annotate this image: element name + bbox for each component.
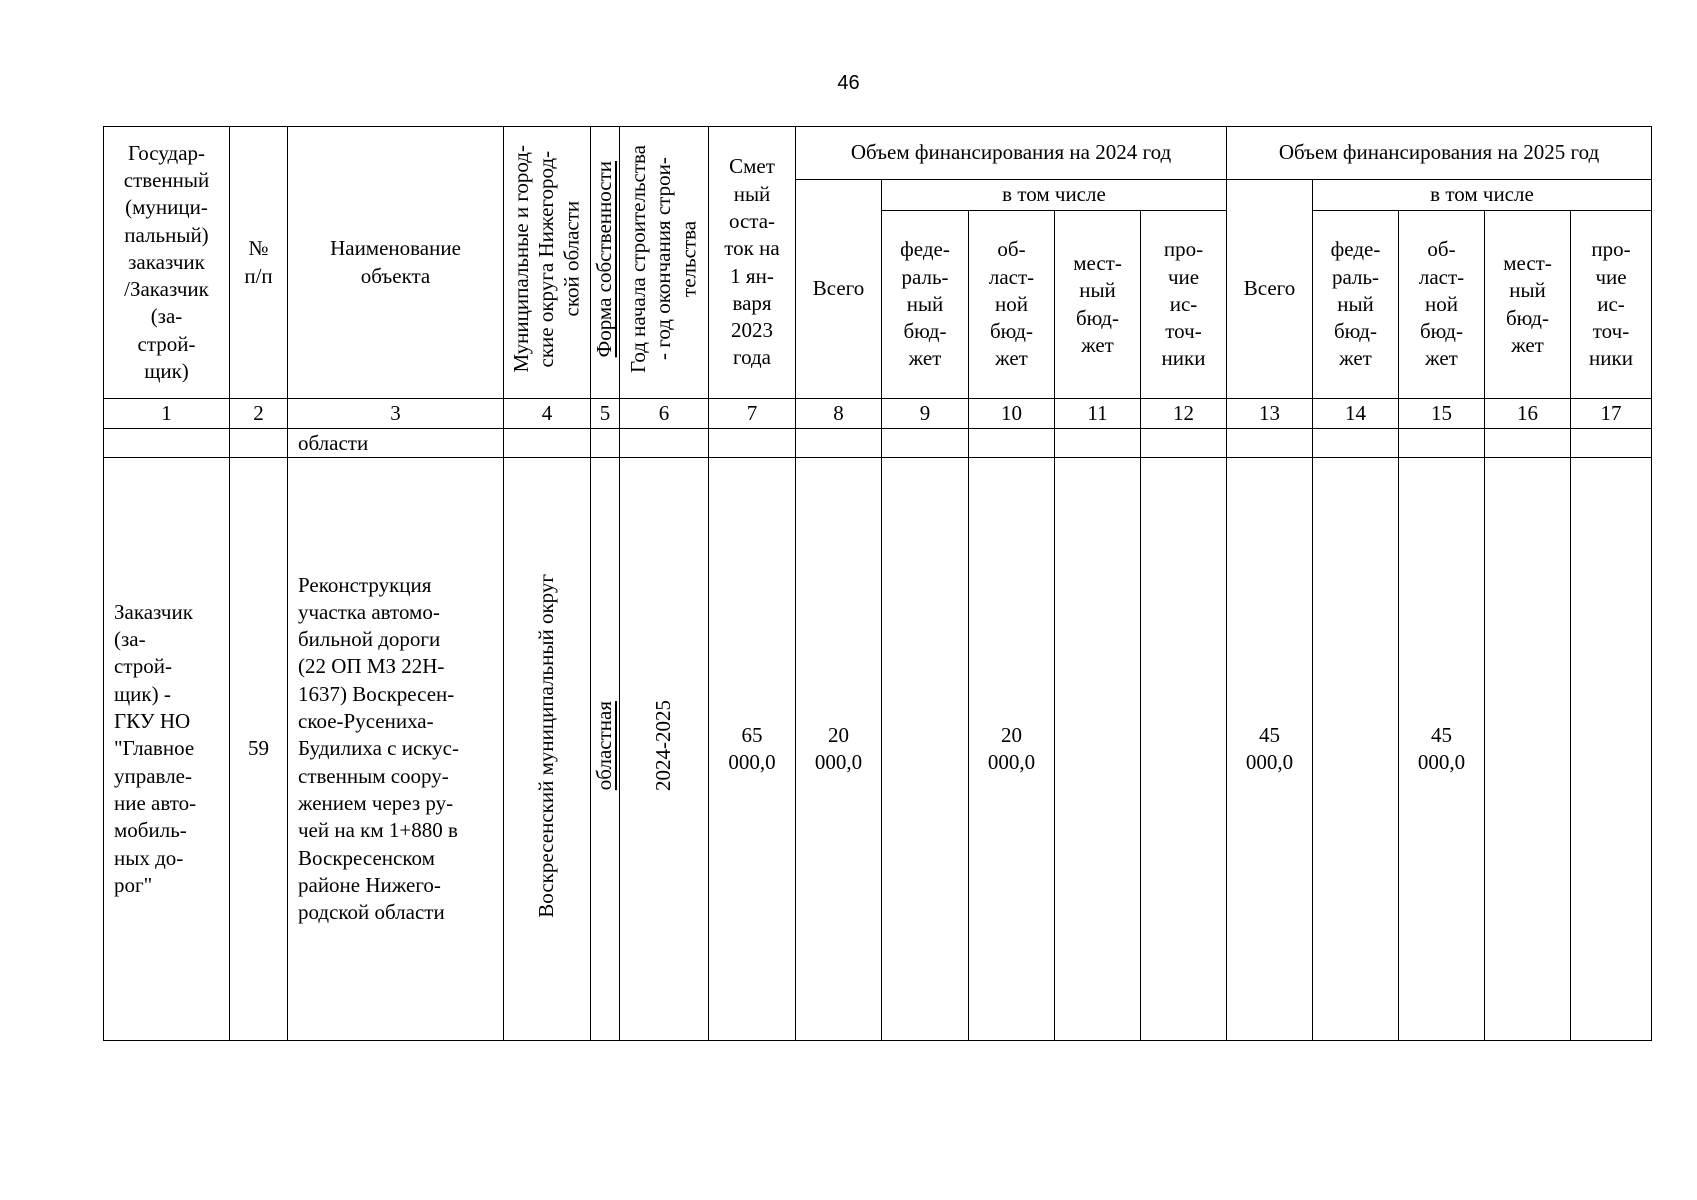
header-total-2025: Всего <box>1227 180 1313 399</box>
row-total-2024 <box>796 458 882 1041</box>
empty-cell <box>796 429 882 458</box>
header-federal-2025 <box>1313 211 1399 399</box>
continuation-text: области <box>288 429 504 458</box>
header-local-2025 <box>1485 211 1571 399</box>
column-number: 7 <box>709 399 796 429</box>
empty-cell <box>620 429 709 458</box>
header-municipality <box>504 127 591 399</box>
column-number: 4 <box>504 399 591 429</box>
header-local-2025-text: мест- ный бюд- жет <box>1503 250 1552 357</box>
header-municipality-text: Муниципальные и город- ские округа Нижегород- ской области <box>509 145 584 373</box>
row-municipality <box>504 458 591 1041</box>
header-total-2024: Всего <box>796 180 882 399</box>
header-ownership-text: Форма собственности <box>592 160 617 358</box>
column-number: 12 <box>1141 399 1227 429</box>
header-federal-2025-text: феде- раль- ный бюд- жет <box>1330 237 1381 371</box>
row-local-2024 <box>1055 458 1141 1041</box>
column-number: 1 <box>104 399 230 429</box>
row-regional-2025 <box>1399 458 1485 1041</box>
row-municipality-text: Воскресенский муниципальный округ <box>534 573 559 918</box>
header-other-2025 <box>1571 211 1652 399</box>
header-other-2024 <box>1141 211 1227 399</box>
empty-cell <box>504 429 591 458</box>
row-object-name-text: Реконструкция участка автомо- бильной дороги (22 ОП МЗ 22Н- 1637) Воскресен- ское-Русениха- Будилиха с искус- ственным соору- жением через ру- чей на км 1+880 в Воскресенском районе Нижего- родской области <box>298 572 459 925</box>
empty-cell <box>104 429 230 458</box>
row-other-2024 <box>1141 458 1227 1041</box>
header-object-name-text: Наименование объекта <box>330 236 461 288</box>
column-number: 3 <box>288 399 504 429</box>
row-total-2024-text: 20 000,0 <box>814 722 863 774</box>
column-number: 2 <box>230 399 288 429</box>
header-regional-2025-text: об- ласт- ной бюд- жет <box>1418 237 1465 371</box>
row-total-2025 <box>1227 458 1313 1041</box>
empty-cell <box>1399 429 1485 458</box>
empty-cell <box>1227 429 1313 458</box>
table-row <box>104 458 1652 1041</box>
header-row-1 <box>104 127 1652 180</box>
column-number: 11 <box>1055 399 1141 429</box>
column-number: 5 <box>591 399 620 429</box>
row-customer <box>104 458 230 1041</box>
header-other-2024-text: про- чие ис- точ- ники <box>1161 237 1206 371</box>
row-ownership <box>591 458 620 1041</box>
header-estimate-text: Смет ный оста- ток на 1 ян- варя 2023 года <box>724 154 780 370</box>
header-other-2025-text: про- чие ис- точ- ники <box>1589 237 1633 371</box>
financing-table <box>103 126 1652 1041</box>
page-number: 46 <box>837 72 860 94</box>
row-customer-text: Заказчик (за- строй- щик) - ГКУ НО "Главное управле- ние авто- мобиль- ных до- рог" <box>114 599 197 897</box>
column-number: 15 <box>1399 399 1485 429</box>
header-federal-2024-text: феде- раль- ный бюд- жет <box>900 237 950 371</box>
column-number: 16 <box>1485 399 1571 429</box>
empty-cell <box>591 429 620 458</box>
header-customer <box>104 127 230 399</box>
empty-cell <box>230 429 288 458</box>
header-years <box>620 127 709 399</box>
header-federal-2024 <box>882 211 969 399</box>
row-estimate-balance-text: 65 000,0 <box>728 722 776 774</box>
empty-cell <box>1485 429 1571 458</box>
row-federal-2025 <box>1313 458 1399 1041</box>
header-group-2025: Объем финансирования на 2025 год <box>1227 127 1652 180</box>
header-estimate <box>709 127 796 399</box>
row-number: 59 <box>230 458 288 1041</box>
header-regional-2024-text: об- ласт- ной бюд- жет <box>988 237 1035 371</box>
header-including-2025: в том числе <box>1313 180 1652 211</box>
column-number: 13 <box>1227 399 1313 429</box>
continuation-row <box>104 429 1652 458</box>
row-object-name <box>288 458 504 1041</box>
column-number: 14 <box>1313 399 1399 429</box>
empty-cell <box>1141 429 1227 458</box>
row-years <box>620 458 709 1041</box>
empty-cell <box>1313 429 1399 458</box>
row-total-2025-text: 45 000,0 <box>1245 722 1294 774</box>
column-number: 9 <box>882 399 969 429</box>
header-including-2024: в том числе <box>882 180 1227 211</box>
header-number-text: № п/п <box>244 236 273 288</box>
header-number <box>230 127 288 399</box>
row-regional-2024-text: 20 000,0 <box>987 722 1036 774</box>
row-federal-2024 <box>882 458 969 1041</box>
empty-cell <box>882 429 969 458</box>
header-local-2024 <box>1055 211 1141 399</box>
row-estimate-balance <box>709 458 796 1041</box>
empty-cell <box>1571 429 1652 458</box>
header-object-name <box>288 127 504 399</box>
header-ownership <box>591 127 620 399</box>
row-other-2025 <box>1571 458 1652 1041</box>
row-regional-2025-text: 45 000,0 <box>1417 722 1466 774</box>
column-number: 10 <box>969 399 1055 429</box>
empty-cell <box>709 429 796 458</box>
empty-cell <box>969 429 1055 458</box>
row-regional-2024 <box>969 458 1055 1041</box>
column-number: 8 <box>796 399 882 429</box>
header-local-2024-text: мест- ный бюд- жет <box>1073 250 1122 357</box>
column-number: 6 <box>620 399 709 429</box>
row-local-2025 <box>1485 458 1571 1041</box>
row-years-text: 2024-2025 <box>651 699 676 791</box>
header-regional-2024 <box>969 211 1055 399</box>
column-number-row <box>104 399 1652 429</box>
empty-cell <box>1055 429 1141 458</box>
header-group-2024: Объем финансирования на 2024 год <box>796 127 1227 180</box>
row-ownership-text: областная <box>592 700 617 790</box>
header-customer-text: Государ- ственный (муници- пальный) заказчик /Заказчик (за- строй- щик) <box>123 140 210 384</box>
header-years-text: Год начала строительства - год окончания строи- тельства <box>626 144 701 373</box>
column-number: 17 <box>1571 399 1652 429</box>
header-regional-2025 <box>1399 211 1485 399</box>
